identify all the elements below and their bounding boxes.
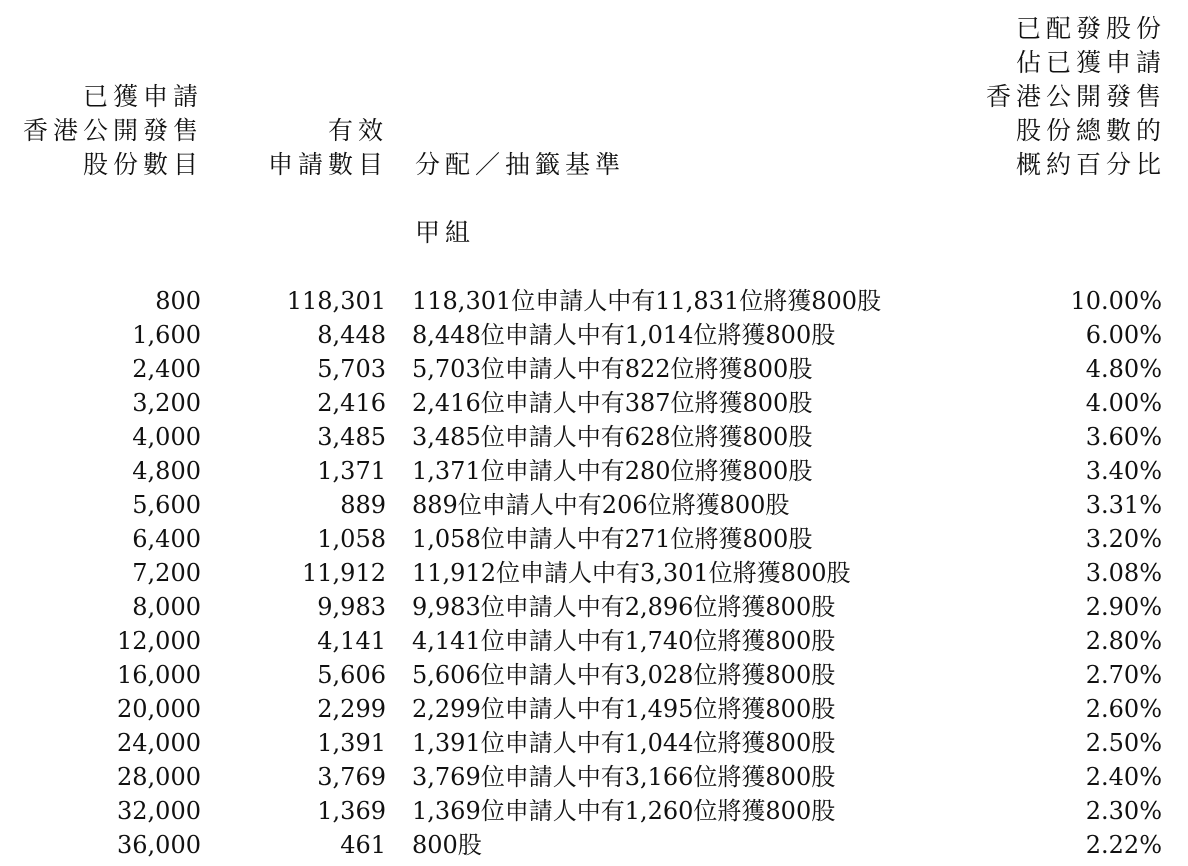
basis-cell: 1,058位申請人中有271位將獲800股 <box>412 525 813 553</box>
table-row <box>0 828 1188 862</box>
shares-applied-cell: 7,200 <box>132 559 201 587</box>
table-row <box>0 284 1188 318</box>
valid-applications-cell: 9,983 <box>317 593 386 621</box>
table-row <box>0 794 1188 828</box>
header-valid-applications <box>268 114 388 182</box>
header-line: 分配／抽籤基準 <box>415 150 626 179</box>
basis-cell: 8,448位申請人中有1,014位將獲800股 <box>412 321 836 349</box>
valid-applications-cell: 461 <box>340 831 386 859</box>
shares-applied-cell: 8,000 <box>132 593 201 621</box>
table-row <box>0 420 1188 454</box>
valid-applications-cell: 5,606 <box>317 661 386 689</box>
percentage-cell: 2.40% <box>1085 763 1162 791</box>
valid-applications-cell: 3,769 <box>317 763 386 791</box>
group-label: 甲組 <box>415 218 476 247</box>
shares-applied-cell: 5,600 <box>132 491 201 519</box>
percentage-cell: 2.90% <box>1085 593 1162 621</box>
basis-cell: 1,369位申請人中有1,260位將獲800股 <box>412 797 836 825</box>
percentage-cell: 3.60% <box>1085 423 1162 451</box>
table-row <box>0 318 1188 352</box>
shares-applied-cell: 800 <box>155 287 201 315</box>
shares-applied-cell: 16,000 <box>117 661 201 689</box>
shares-applied-cell: 2,400 <box>132 355 201 383</box>
valid-applications-cell: 1,371 <box>317 457 386 485</box>
header-approx-percentage <box>986 12 1166 182</box>
table-row <box>0 556 1188 590</box>
percentage-cell: 6.00% <box>1085 321 1162 349</box>
percentage-cell: 2.70% <box>1085 661 1162 689</box>
valid-applications-cell: 2,299 <box>317 695 386 723</box>
percentage-cell: 2.80% <box>1085 627 1162 655</box>
table-row <box>0 488 1188 522</box>
table-row <box>0 692 1188 726</box>
valid-applications-cell: 11,912 <box>302 559 386 587</box>
header-line: 香港公開發售 <box>985 82 1166 111</box>
basis-cell: 1,391位申請人中有1,044位將獲800股 <box>412 729 836 757</box>
table-row <box>0 522 1188 556</box>
basis-cell: 4,141位申請人中有1,740位將獲800股 <box>412 627 836 655</box>
valid-applications-cell: 1,058 <box>317 525 386 553</box>
header-basis-of-allocation <box>415 148 625 182</box>
valid-applications-cell: 1,391 <box>317 729 386 757</box>
table-row <box>0 352 1188 386</box>
table-row <box>0 726 1188 760</box>
table-row <box>0 658 1188 692</box>
shares-applied-cell: 32,000 <box>117 797 201 825</box>
valid-applications-cell: 118,301 <box>286 287 386 315</box>
basis-cell: 9,983位申請人中有2,896位將獲800股 <box>412 593 836 621</box>
basis-cell: 5,703位申請人中有822位將獲800股 <box>412 355 813 383</box>
shares-applied-cell: 28,000 <box>117 763 201 791</box>
percentage-cell: 3.08% <box>1085 559 1162 587</box>
valid-applications-cell: 4,141 <box>317 627 386 655</box>
valid-applications-cell: 5,703 <box>317 355 386 383</box>
basis-cell: 11,912位申請人中有3,301位將獲800股 <box>412 559 851 587</box>
header-line: 股份總數的 <box>1015 116 1166 145</box>
header-line: 概約百分比 <box>1015 150 1166 179</box>
percentage-cell: 3.31% <box>1085 491 1162 519</box>
valid-applications-cell: 8,448 <box>317 321 386 349</box>
table-row <box>0 386 1188 420</box>
percentage-cell: 10.00% <box>1070 287 1162 315</box>
shares-applied-cell: 6,400 <box>132 525 201 553</box>
shares-applied-cell: 20,000 <box>117 695 201 723</box>
header-line: 已獲申請 <box>82 82 203 111</box>
percentage-cell: 2.60% <box>1085 695 1162 723</box>
basis-cell: 2,416位申請人中有387位將獲800股 <box>412 389 813 417</box>
basis-cell: 800股 <box>412 831 482 859</box>
shares-applied-cell: 1,600 <box>132 321 201 349</box>
table-row <box>0 590 1188 624</box>
percentage-cell: 2.22% <box>1085 831 1162 859</box>
allotment-table <box>0 284 1188 862</box>
valid-applications-cell: 2,416 <box>317 389 386 417</box>
header-line: 已配發股份 <box>1015 14 1166 43</box>
valid-applications-cell: 889 <box>340 491 386 519</box>
basis-cell: 2,299位申請人中有1,495位將獲800股 <box>412 695 836 723</box>
shares-applied-cell: 4,800 <box>132 457 201 485</box>
header-line: 佔已獲申請 <box>1015 48 1166 77</box>
header-line: 有效 <box>327 116 388 145</box>
header-line: 申請數目 <box>267 150 388 179</box>
shares-applied-cell: 4,000 <box>132 423 201 451</box>
basis-cell: 889位申請人中有206位將獲800股 <box>412 491 790 519</box>
percentage-cell: 4.00% <box>1085 389 1162 417</box>
shares-applied-cell: 12,000 <box>117 627 201 655</box>
basis-cell: 5,606位申請人中有3,028位將獲800股 <box>412 661 836 689</box>
shares-applied-cell: 3,200 <box>132 389 201 417</box>
table-row <box>0 454 1188 488</box>
basis-cell: 3,769位申請人中有3,166位將獲800股 <box>412 763 836 791</box>
header-line: 股份數目 <box>82 150 203 179</box>
valid-applications-cell: 1,369 <box>317 797 386 825</box>
valid-applications-cell: 3,485 <box>317 423 386 451</box>
shares-applied-cell: 36,000 <box>117 831 201 859</box>
percentage-cell: 3.20% <box>1085 525 1162 553</box>
header-line: 香港公開發售 <box>22 116 203 145</box>
basis-cell: 118,301位申請人中有11,831位將獲800股 <box>412 287 882 315</box>
basis-cell: 3,485位申請人中有628位將獲800股 <box>412 423 813 451</box>
header-shares-applied <box>23 80 203 182</box>
percentage-cell: 3.40% <box>1085 457 1162 485</box>
percentage-cell: 2.50% <box>1085 729 1162 757</box>
percentage-cell: 2.30% <box>1085 797 1162 825</box>
percentage-cell: 4.80% <box>1085 355 1162 383</box>
basis-cell: 1,371位申請人中有280位將獲800股 <box>412 457 813 485</box>
table-row <box>0 760 1188 794</box>
table-row <box>0 624 1188 658</box>
shares-applied-cell: 24,000 <box>117 729 201 757</box>
